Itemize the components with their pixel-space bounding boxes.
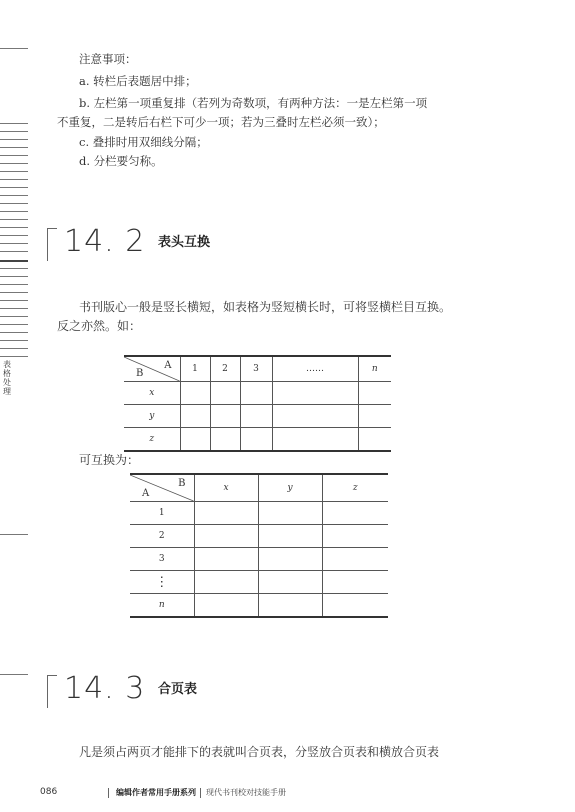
table-header-cell: 3 <box>240 356 272 382</box>
table-row <box>124 428 391 452</box>
table-row-label: x <box>124 382 180 405</box>
table-row-label: 1 <box>130 502 194 525</box>
footer-book-title: 现代书刊校对技能手册 <box>206 788 286 797</box>
table-corner-cell <box>124 356 180 382</box>
footer-series: 编辑作者常用手册系列 <box>116 788 196 797</box>
paragraph-line: 书刊版心一般是竖长横短，如表格为竖短横长时，可将竖横栏目互换。 <box>79 300 452 314</box>
corner-label-top: B <box>178 478 186 489</box>
section-title: 合页表 <box>158 682 198 697</box>
table-row-label: z <box>124 428 180 452</box>
example-table-interchanged <box>130 473 388 618</box>
corner-label-bottom: A <box>142 488 150 499</box>
corner-label-bottom: B <box>136 368 144 379</box>
table-row <box>124 405 391 428</box>
table-header-cell: 2 <box>210 356 240 382</box>
example-table-original <box>124 355 391 452</box>
table-row <box>130 525 388 548</box>
page-footer <box>0 787 575 801</box>
table-row <box>130 594 388 618</box>
section-number: 14. 2 <box>64 224 146 259</box>
paragraph-line: 凡是须占两页才能排下的表就叫合页表，分竖放合页表和横放合页表 <box>79 745 440 759</box>
section-number: 14. 3 <box>64 671 146 706</box>
table-corner-cell <box>130 474 194 502</box>
side-tab-label: 表格处理 <box>3 360 11 396</box>
note-b-line2: 不重复，二是转后右栏下可少一项；若为三叠时左栏必须一致）； <box>57 115 385 129</box>
note-d: d. 分栏要匀称。 <box>79 154 163 168</box>
table-row <box>130 571 388 594</box>
section-bracket <box>47 675 57 708</box>
table-row-label: n <box>130 594 194 618</box>
interchange-label: 可互换为： <box>79 453 140 467</box>
section-title: 表头互换 <box>158 235 211 250</box>
paragraph-line: 反之亦然。如： <box>57 319 142 333</box>
table-row <box>124 382 391 405</box>
table-header-cell: n <box>358 356 391 382</box>
section-bracket <box>47 228 57 261</box>
table-header-cell: 1 <box>180 356 210 382</box>
table-row-label: 2 <box>130 525 194 548</box>
note-c: c. 叠排时用双细线分隔； <box>79 135 208 149</box>
table-header-cell: y <box>258 474 322 502</box>
footer-divider <box>108 788 109 798</box>
table-row-label: 3 <box>130 548 194 571</box>
note-a: a. 转栏后表题居中排； <box>79 74 197 88</box>
footer-divider <box>200 788 201 798</box>
table-row <box>130 502 388 525</box>
table-header-cell: z <box>322 474 388 502</box>
table-header-cell: …… <box>272 356 358 382</box>
table-row <box>130 548 388 571</box>
note-b-line1: b. 左栏第一项重复排（若列为奇数项，有两种方法：一是左栏第一项 <box>79 96 428 110</box>
table-header-cell: x <box>194 474 258 502</box>
page-number: 086 <box>40 787 58 797</box>
corner-label-top: A <box>164 360 172 371</box>
table-row-label: ⋮ <box>130 571 194 594</box>
table-row-label: y <box>124 405 180 428</box>
notes-title: 注意事项： <box>79 52 137 66</box>
